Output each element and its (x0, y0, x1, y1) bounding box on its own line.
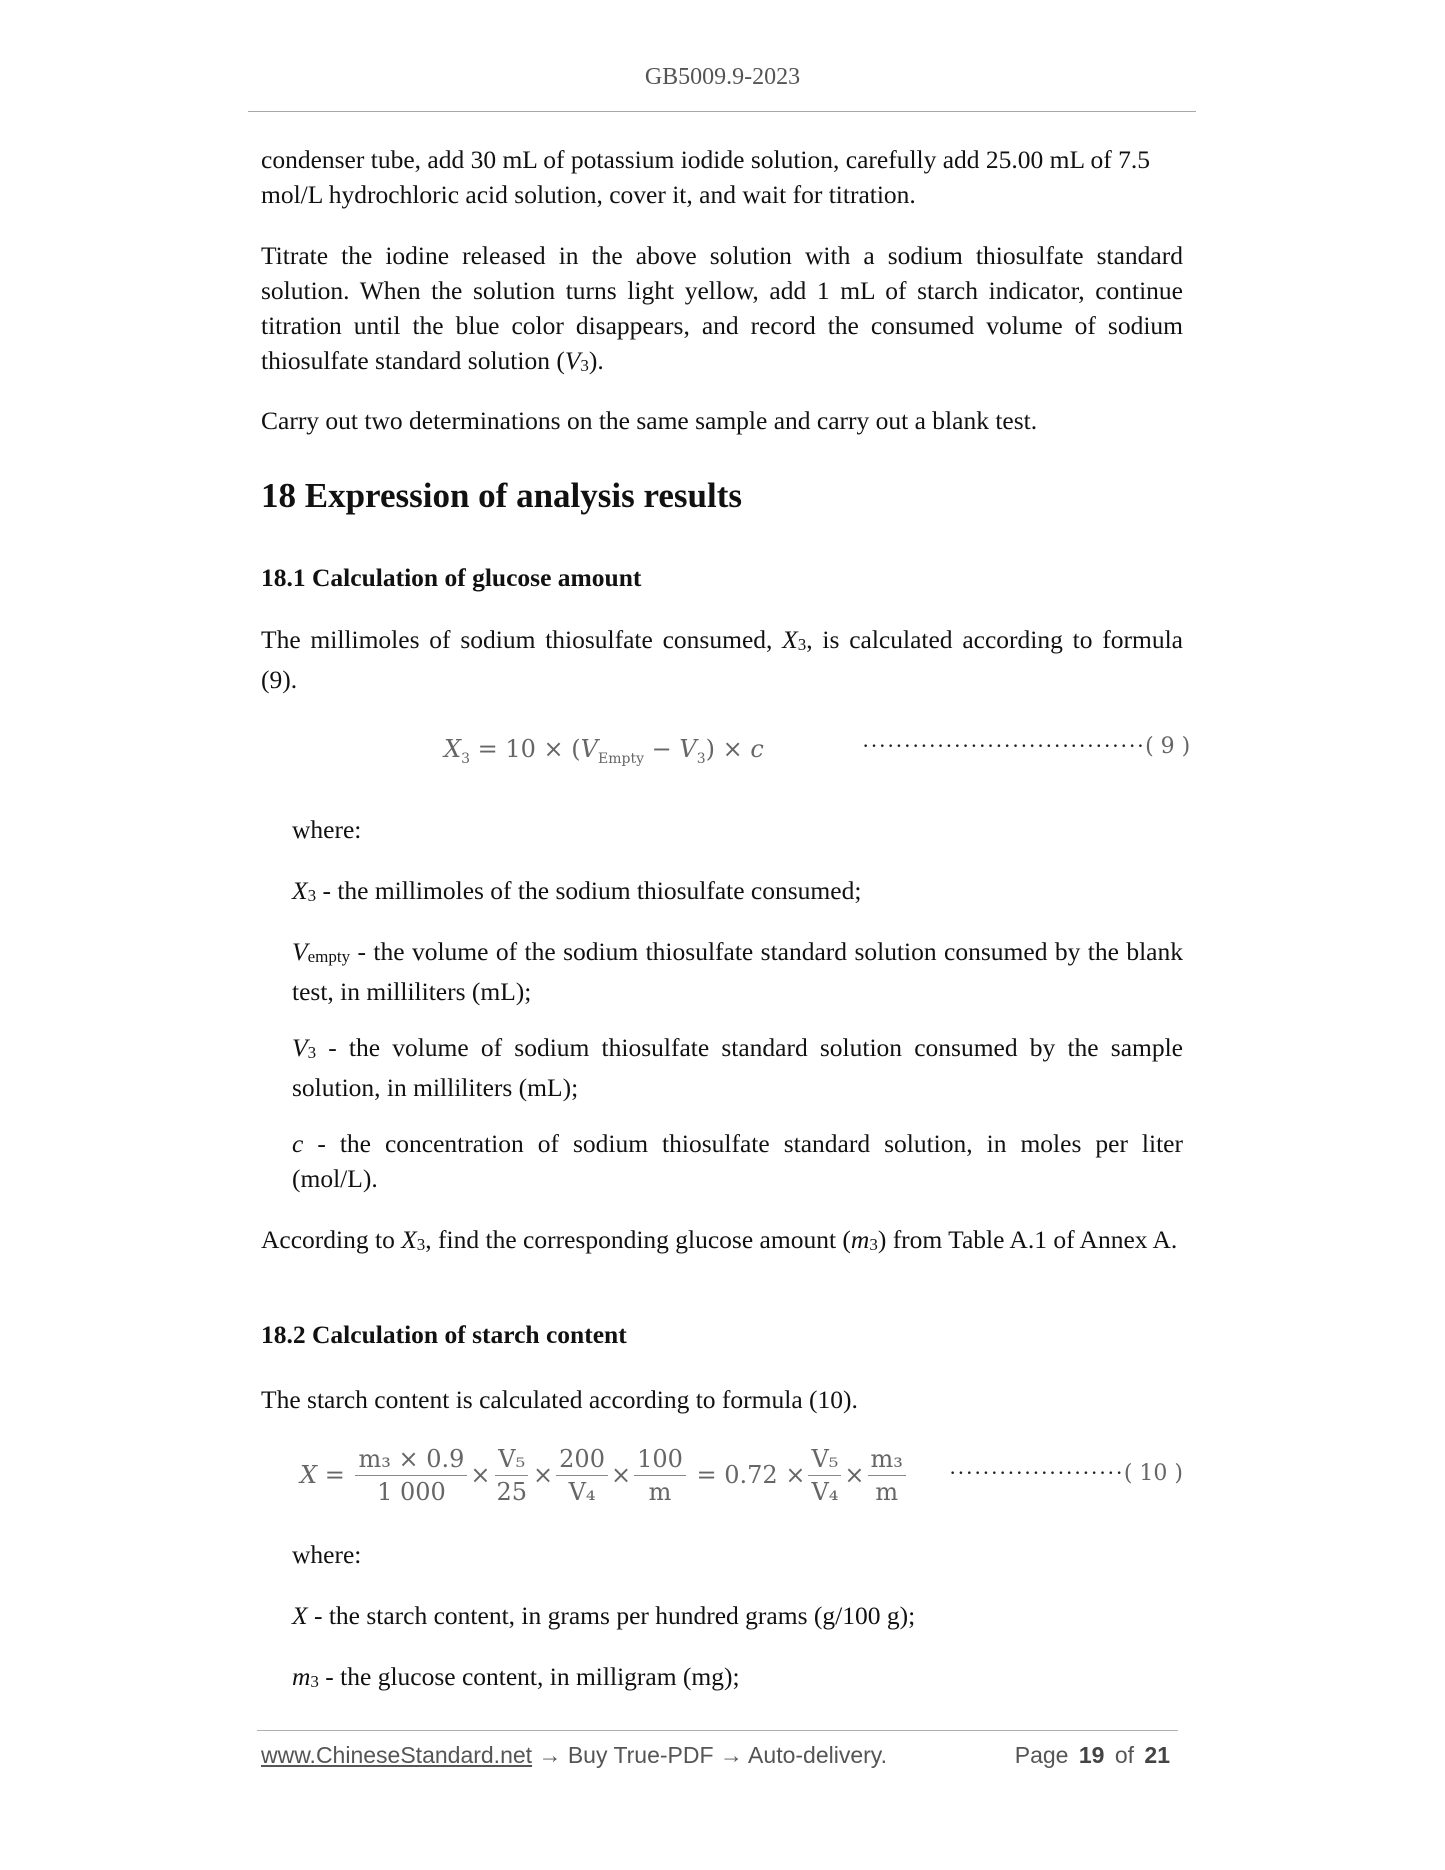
paragraph-line: mol/L hydrochloric acid solution, cover it, and wait for titration. (261, 180, 916, 209)
definition-x: X - the starch content, in grams per hundred grams (g/100 g); (292, 1601, 916, 1630)
fraction: $\frac{\text{m₃ × 0.9}}{1 000}$ (355, 1445, 467, 1506)
formula-10-number: ·····················( 10 ) (948, 1460, 1183, 1486)
fraction: $\frac{\text{V₅}}{25}$ (496, 1444, 528, 1506)
definition-m3: m3 - the glucose content, in milligram (mg); (292, 1662, 740, 1691)
definition-vempty: Vempty - the volume of the sodium thiosulfate standard solution consumed by the blank test, in milliliters (mL); (292, 937, 1183, 1006)
section-heading-18-2: 18.2 Calculation of starch content (261, 1320, 627, 1349)
header-divider (248, 111, 1196, 112)
fraction: $\frac{\text{V₅}}{\text{V₄}}$ (808, 1445, 841, 1506)
section-heading-18: 18 Expression of analysis results (261, 476, 743, 515)
paragraph-glucose-lookup: According to X3, find the corresponding glucose amount (m3) from Table A.1 of Annex A. (261, 1225, 1178, 1254)
paragraph-titrate: Titrate the iodine released in the above solution with a sodium thiosulfate standard solution. When the solution turns light yellow, add 1 mL of starch indicator, continue titration until the blue color disappears, and record the consumed volume of sodium thiosulfate standard solution (V3). (261, 241, 1183, 375)
definition-x3: X3 - the millimoles of the sodium thiosulfate consumed; (292, 876, 862, 905)
total-pages: 21 (1144, 1742, 1170, 1768)
fraction: $\frac{100}{m}$ (634, 1445, 686, 1506)
formula-9: $X_3 = 10 \times (V_{Empty} - V_3) \times c$ (444, 735, 764, 767)
fraction: $\frac{200}{\text{V₄}}$ (556, 1445, 608, 1506)
definition-c: c - the concentration of sodium thiosulfate standard solution, in moles per liter (mol/L). (292, 1129, 1183, 1193)
where-label: where: (292, 815, 362, 844)
paragraph-starch-intro: The starch content is calculated according to formula (10). (261, 1385, 858, 1414)
paragraph-determinations: Carry out two determinations on the same sample and carry out a blank test. (261, 406, 1038, 435)
formula-9-number: ··································( 9 ) (862, 733, 1191, 759)
paragraph-millimoles-intro: The millimoles of sodium thiosulfate consumed, X3, is calculated according to formula (9). (261, 625, 1183, 694)
document-id-header: GB5009.9-2023 (644, 64, 801, 90)
footer-divider (257, 1730, 1178, 1731)
variable: V (564, 346, 581, 375)
fraction: $\frac{\text{m₃}}{m}$ (868, 1445, 906, 1506)
current-page: 19 (1078, 1742, 1105, 1768)
formula-10: X = $\frac{\text{m₃ × 0.9}}{1 000}$ × $\frac{\text{V₅}}{25}$ × $\frac{200}{\text{V₄}}$ × $\frac{100}{m}$ = 0.72 × $\frac{\text{V₅}}{\text{V₄}}$ × $\frac{\text{m₃}}{m}$ (300, 1440, 909, 1510)
page-number: Page 19 of 21 (1014, 1742, 1170, 1768)
paragraph-line: condenser tube, add 30 mL of potassium iodide solution, carefully add 25.00 mL of 7.5 (261, 145, 1151, 174)
section-heading-18-1: 18.1 Calculation of glucose amount (261, 563, 642, 592)
where-label: where: (292, 1540, 362, 1569)
website-link[interactable]: www.ChineseStandard.net (261, 1742, 533, 1768)
paragraph-condenser (261, 142, 1183, 212)
footer-promo: www.ChineseStandard.net → Buy True-PDF → Auto-delivery. (261, 1742, 887, 1768)
definition-v3: V3 - the volume of sodium thiosulfate standard solution consumed by the sample solution, in milliliters (mL); (292, 1033, 1183, 1102)
